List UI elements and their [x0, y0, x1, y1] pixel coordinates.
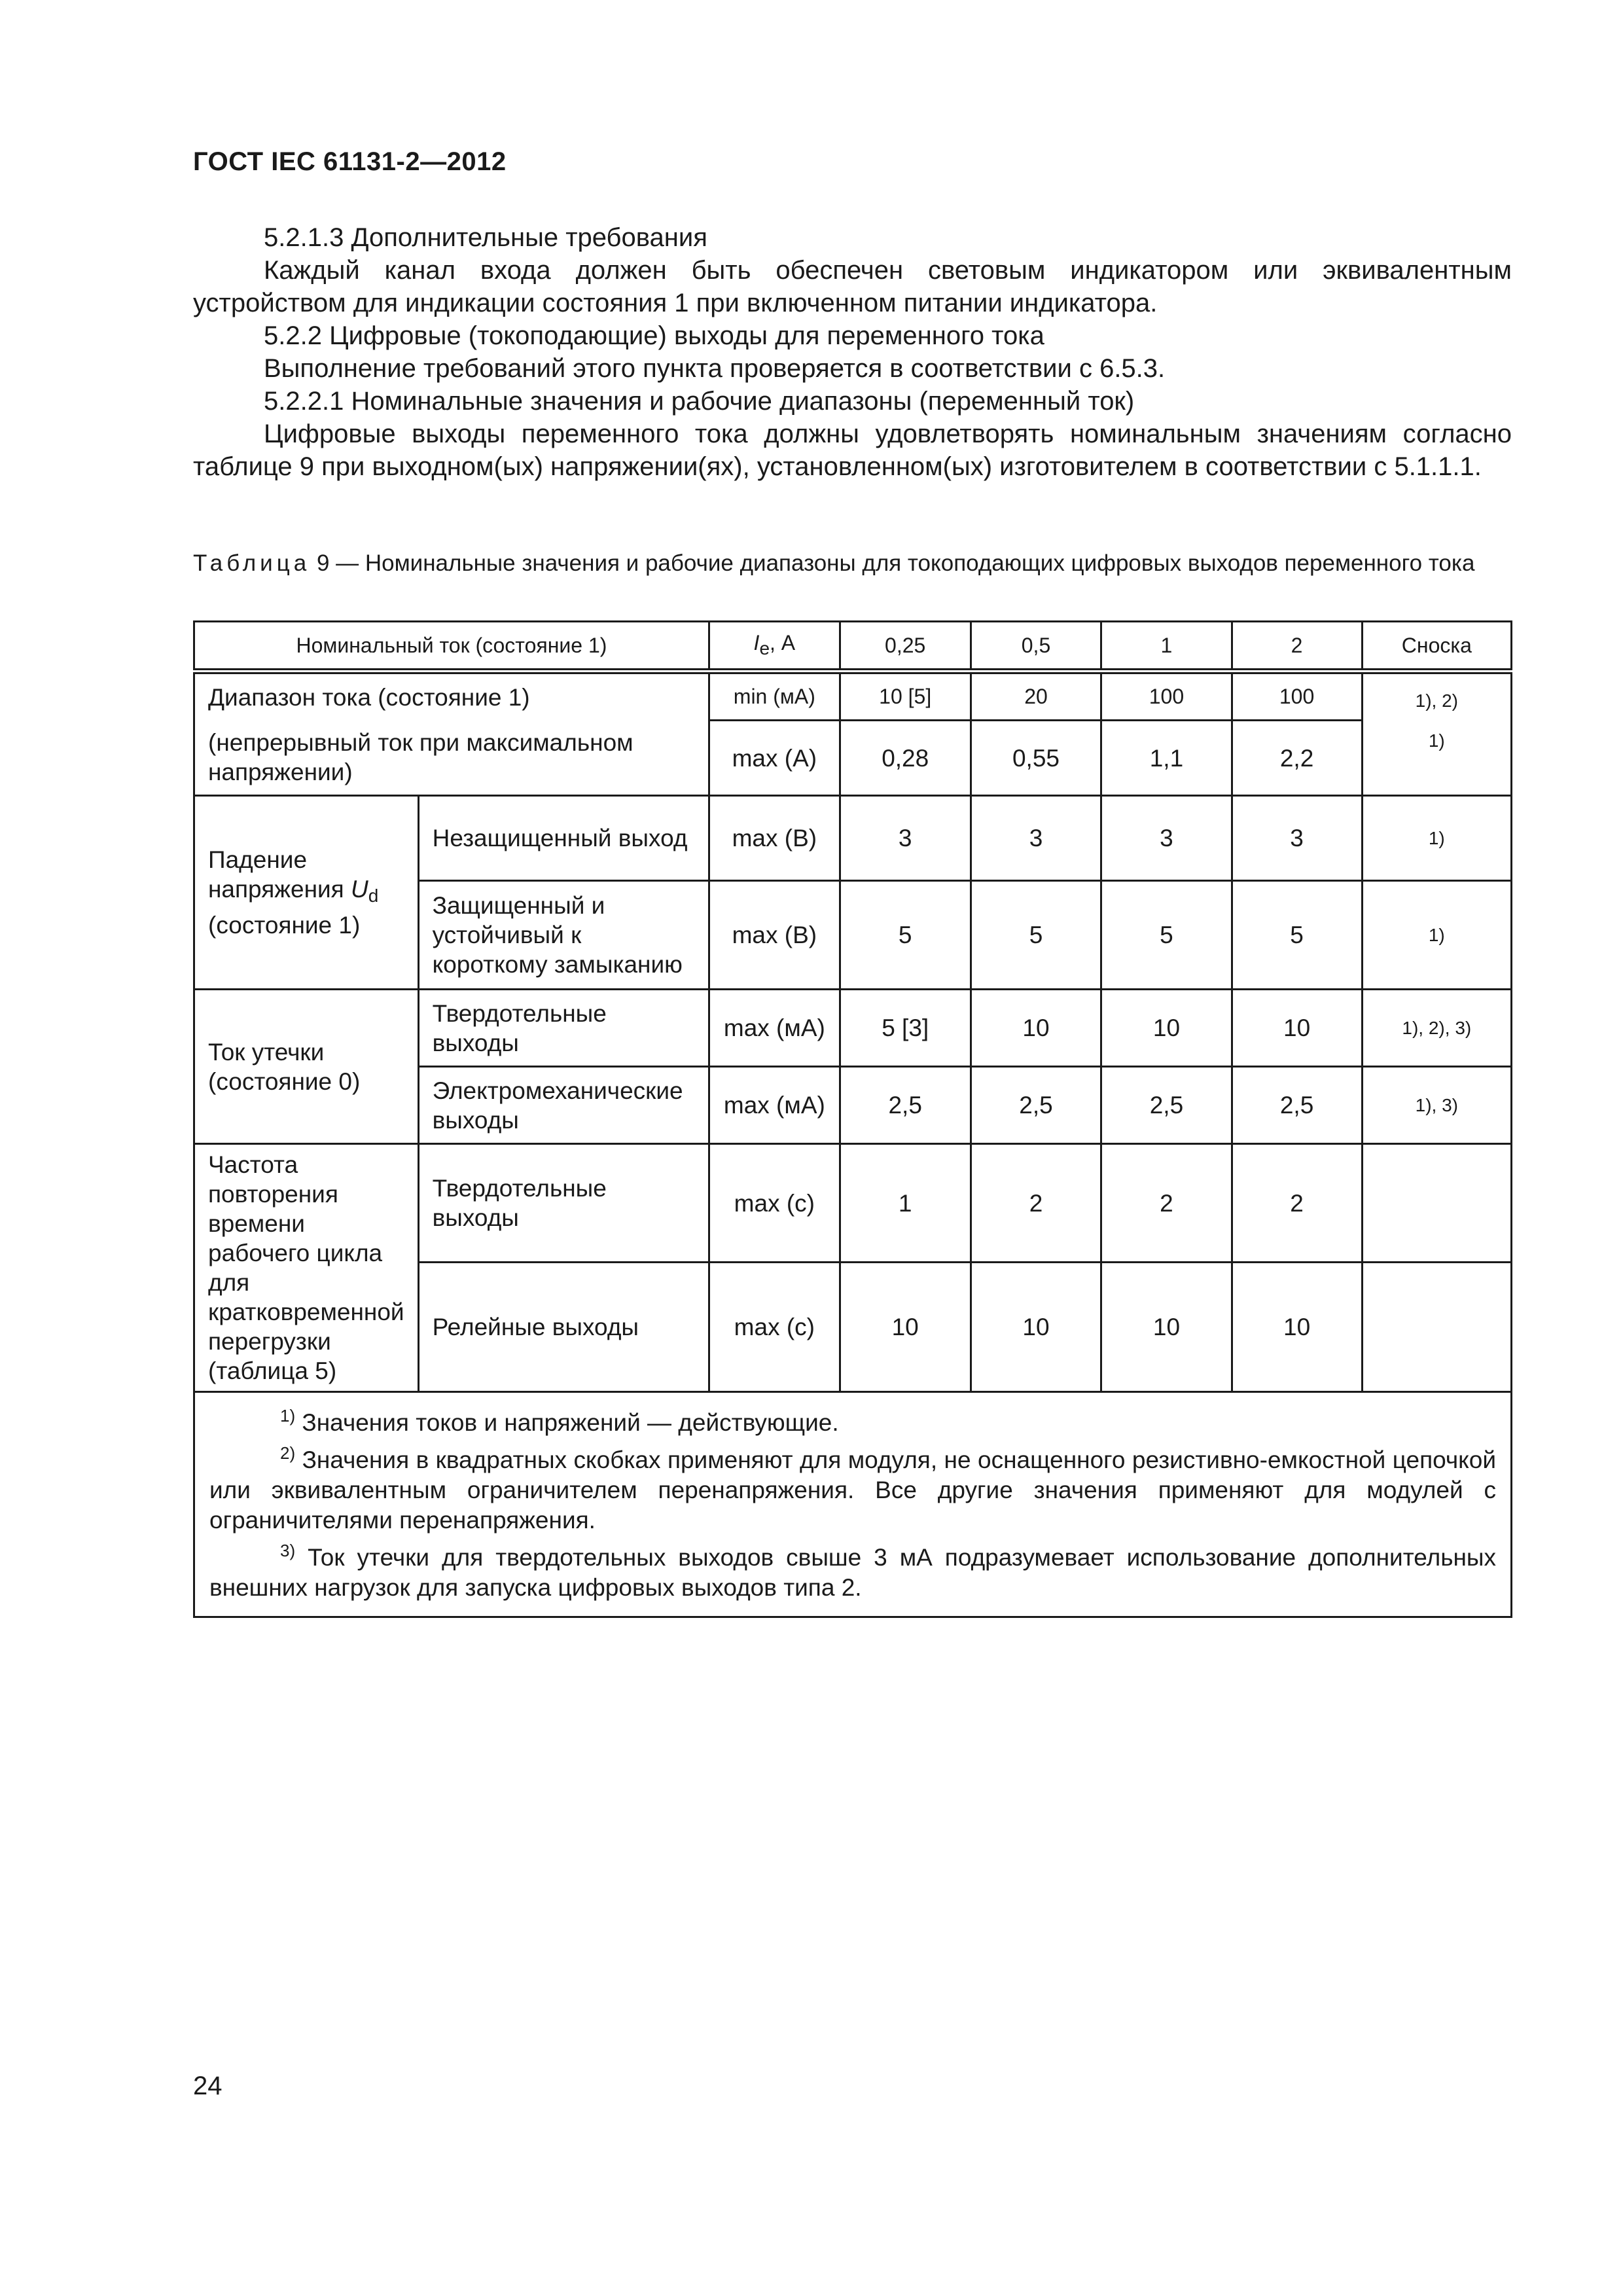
- table-row: [194, 672, 1512, 721]
- value-cell: 5: [840, 881, 971, 990]
- table-note: $^{2)}$ Значения в квадратных скобках применяют для модуля, не оснащенного резистивно-емкостной цепочкой или эквивалентным ограничителем перенапряжения. Все другие значения применяют для модулей с ограничителями перенапряжения.: [209, 1443, 1496, 1534]
- leakage-label: Ток утечки (состояние 0): [194, 990, 419, 1144]
- output-type: Твердотельные выходы: [418, 1144, 709, 1263]
- value-cell: 1,1: [1101, 721, 1232, 796]
- value-cell: 10: [971, 990, 1101, 1067]
- value-cell: 2,5: [840, 1067, 971, 1144]
- unit-cell: max (В): [709, 796, 840, 881]
- header-col: 1: [1101, 622, 1232, 672]
- footnote-cell: 1), 2), 3): [1362, 990, 1511, 1067]
- value-cell: 10: [1101, 990, 1232, 1067]
- paragraph: Цифровые выходы переменного тока должны удовлетворять номинальным значениям согласно таблице 9 при выходном(ых) напряжении(ях), установленном(ых) изготовителем в соответствии с 5.1.1.1.: [193, 420, 1512, 481]
- value-cell: 10: [1232, 1263, 1362, 1392]
- document-header: ГОСТ IEC 61131-2—2012: [193, 147, 507, 176]
- header-footnote: Сноска: [1362, 622, 1511, 672]
- table-row: [194, 721, 1512, 796]
- rating-table: [193, 620, 1512, 1618]
- value-cell: 2: [1101, 1144, 1232, 1263]
- value-cell: 2: [971, 1144, 1101, 1263]
- value-cell: 100: [1101, 672, 1232, 721]
- footnote-cell: 1): [1362, 721, 1511, 796]
- repetition-label: Частота повторения времени рабочего цикла для кратковременной перегрузки (таблица 5): [194, 1144, 419, 1392]
- output-type: Незащищенный выход: [418, 796, 709, 881]
- footnote-cell: 1): [1362, 796, 1511, 881]
- footnote-cell: 1), 3): [1362, 1067, 1511, 1144]
- table-note: $^{3)}$ Ток утечки для твердотельных выходов свыше 3 мА подразумевает использование дополнительных внешних нагрузок для запуска цифровых выходов типа 2.: [209, 1541, 1496, 1601]
- header-param: Номинальный ток (состояние 1): [194, 622, 709, 672]
- table-note: $^{1)}$ Значения токов и напряжений — действующие.: [280, 1406, 839, 1436]
- value-cell: 100: [1232, 672, 1362, 721]
- output-type: Твердотельные выходы: [418, 990, 709, 1067]
- value-cell: 3: [971, 796, 1101, 881]
- table-caption-label: Таблица: [193, 550, 311, 576]
- value-cell: 1: [840, 1144, 971, 1263]
- value-cell: 10: [1101, 1263, 1232, 1392]
- table-notes-row: [194, 1392, 1512, 1617]
- unit-cell: min (мА): [709, 672, 840, 721]
- paragraph: Выполнение требований этого пункта проверяется в соответствии с 6.5.3.: [264, 354, 1166, 383]
- value-cell: 0,55: [971, 721, 1101, 796]
- table-caption-text: 9 — Номинальные значения и рабочие диапазоны для токоподающих цифровых выходов переменного тока: [310, 550, 1475, 576]
- header-col: 0,25: [840, 622, 971, 672]
- value-cell: 3: [1232, 796, 1362, 881]
- unit-cell: max (мА): [709, 1067, 840, 1144]
- value-cell: 10: [971, 1263, 1101, 1392]
- body-text: [193, 221, 1512, 483]
- value-cell: 5 [3]: [840, 990, 971, 1067]
- value-cell: 2: [1232, 1144, 1362, 1263]
- value-cell: 10 [5]: [840, 672, 971, 721]
- value-cell: 0,28: [840, 721, 971, 796]
- value-cell: 5: [1101, 881, 1232, 990]
- current-range-label: Диапазон тока (состояние 1): [194, 672, 709, 721]
- section-heading: 5.2.2.1 Номинальные значения и рабочие диапазоны (переменный ток): [264, 387, 1135, 416]
- paragraph: Каждый канал входа должен быть обеспечен световым индикатором или эквивалентным устройством для индикации состояния 1 при включенном питании индикатора.: [193, 256, 1512, 317]
- unit-cell: max (мА): [709, 990, 840, 1067]
- header-col: 2: [1232, 622, 1362, 672]
- value-cell: 2,5: [1232, 1067, 1362, 1144]
- table-header-row: [194, 622, 1512, 672]
- value-cell: 20: [971, 672, 1101, 721]
- unit-cell: max (В): [709, 881, 840, 990]
- table-row: [194, 796, 1512, 881]
- footnote-cell: 1), 2): [1362, 672, 1511, 721]
- table-caption: [193, 550, 1512, 577]
- footnote-cell: 1): [1362, 881, 1511, 990]
- header-col: 0,5: [971, 622, 1101, 672]
- section-heading: 5.2.1.3 Дополнительные требования: [264, 223, 707, 252]
- footnote-cell: [1362, 1144, 1511, 1263]
- section-heading: 5.2.2 Цифровые (токоподающие) выходы для переменного тока: [264, 321, 1044, 350]
- unit-cell: max (А): [709, 721, 840, 796]
- output-type: Электромеханические выходы: [418, 1067, 709, 1144]
- value-cell: 10: [1232, 990, 1362, 1067]
- header-unit: Ie, А: [709, 622, 840, 672]
- value-cell: 3: [840, 796, 971, 881]
- value-cell: 2,5: [971, 1067, 1101, 1144]
- page-number: 24: [193, 2072, 223, 2100]
- value-cell: 2,2: [1232, 721, 1362, 796]
- value-cell: 3: [1101, 796, 1232, 881]
- unit-cell: max (с): [709, 1144, 840, 1263]
- value-cell: 2,5: [1101, 1067, 1232, 1144]
- table-row: [194, 1144, 1512, 1263]
- voltage-drop-label: Падение напряжения $U_d$ (состояние 1): [194, 796, 419, 990]
- value-cell: 10: [840, 1263, 971, 1392]
- output-type: Защищенный и устойчивый к короткому замыканию: [418, 881, 709, 990]
- value-cell: 5: [1232, 881, 1362, 990]
- current-range-sublabel: (непрерывный ток при максимальном напряжении): [194, 721, 709, 796]
- footnote-cell: [1362, 1263, 1511, 1392]
- table-notes: [194, 1392, 1512, 1617]
- unit-cell: max (с): [709, 1263, 840, 1392]
- output-type: Релейные выходы: [418, 1263, 709, 1392]
- value-cell: 5: [971, 881, 1101, 990]
- table-row: [194, 990, 1512, 1067]
